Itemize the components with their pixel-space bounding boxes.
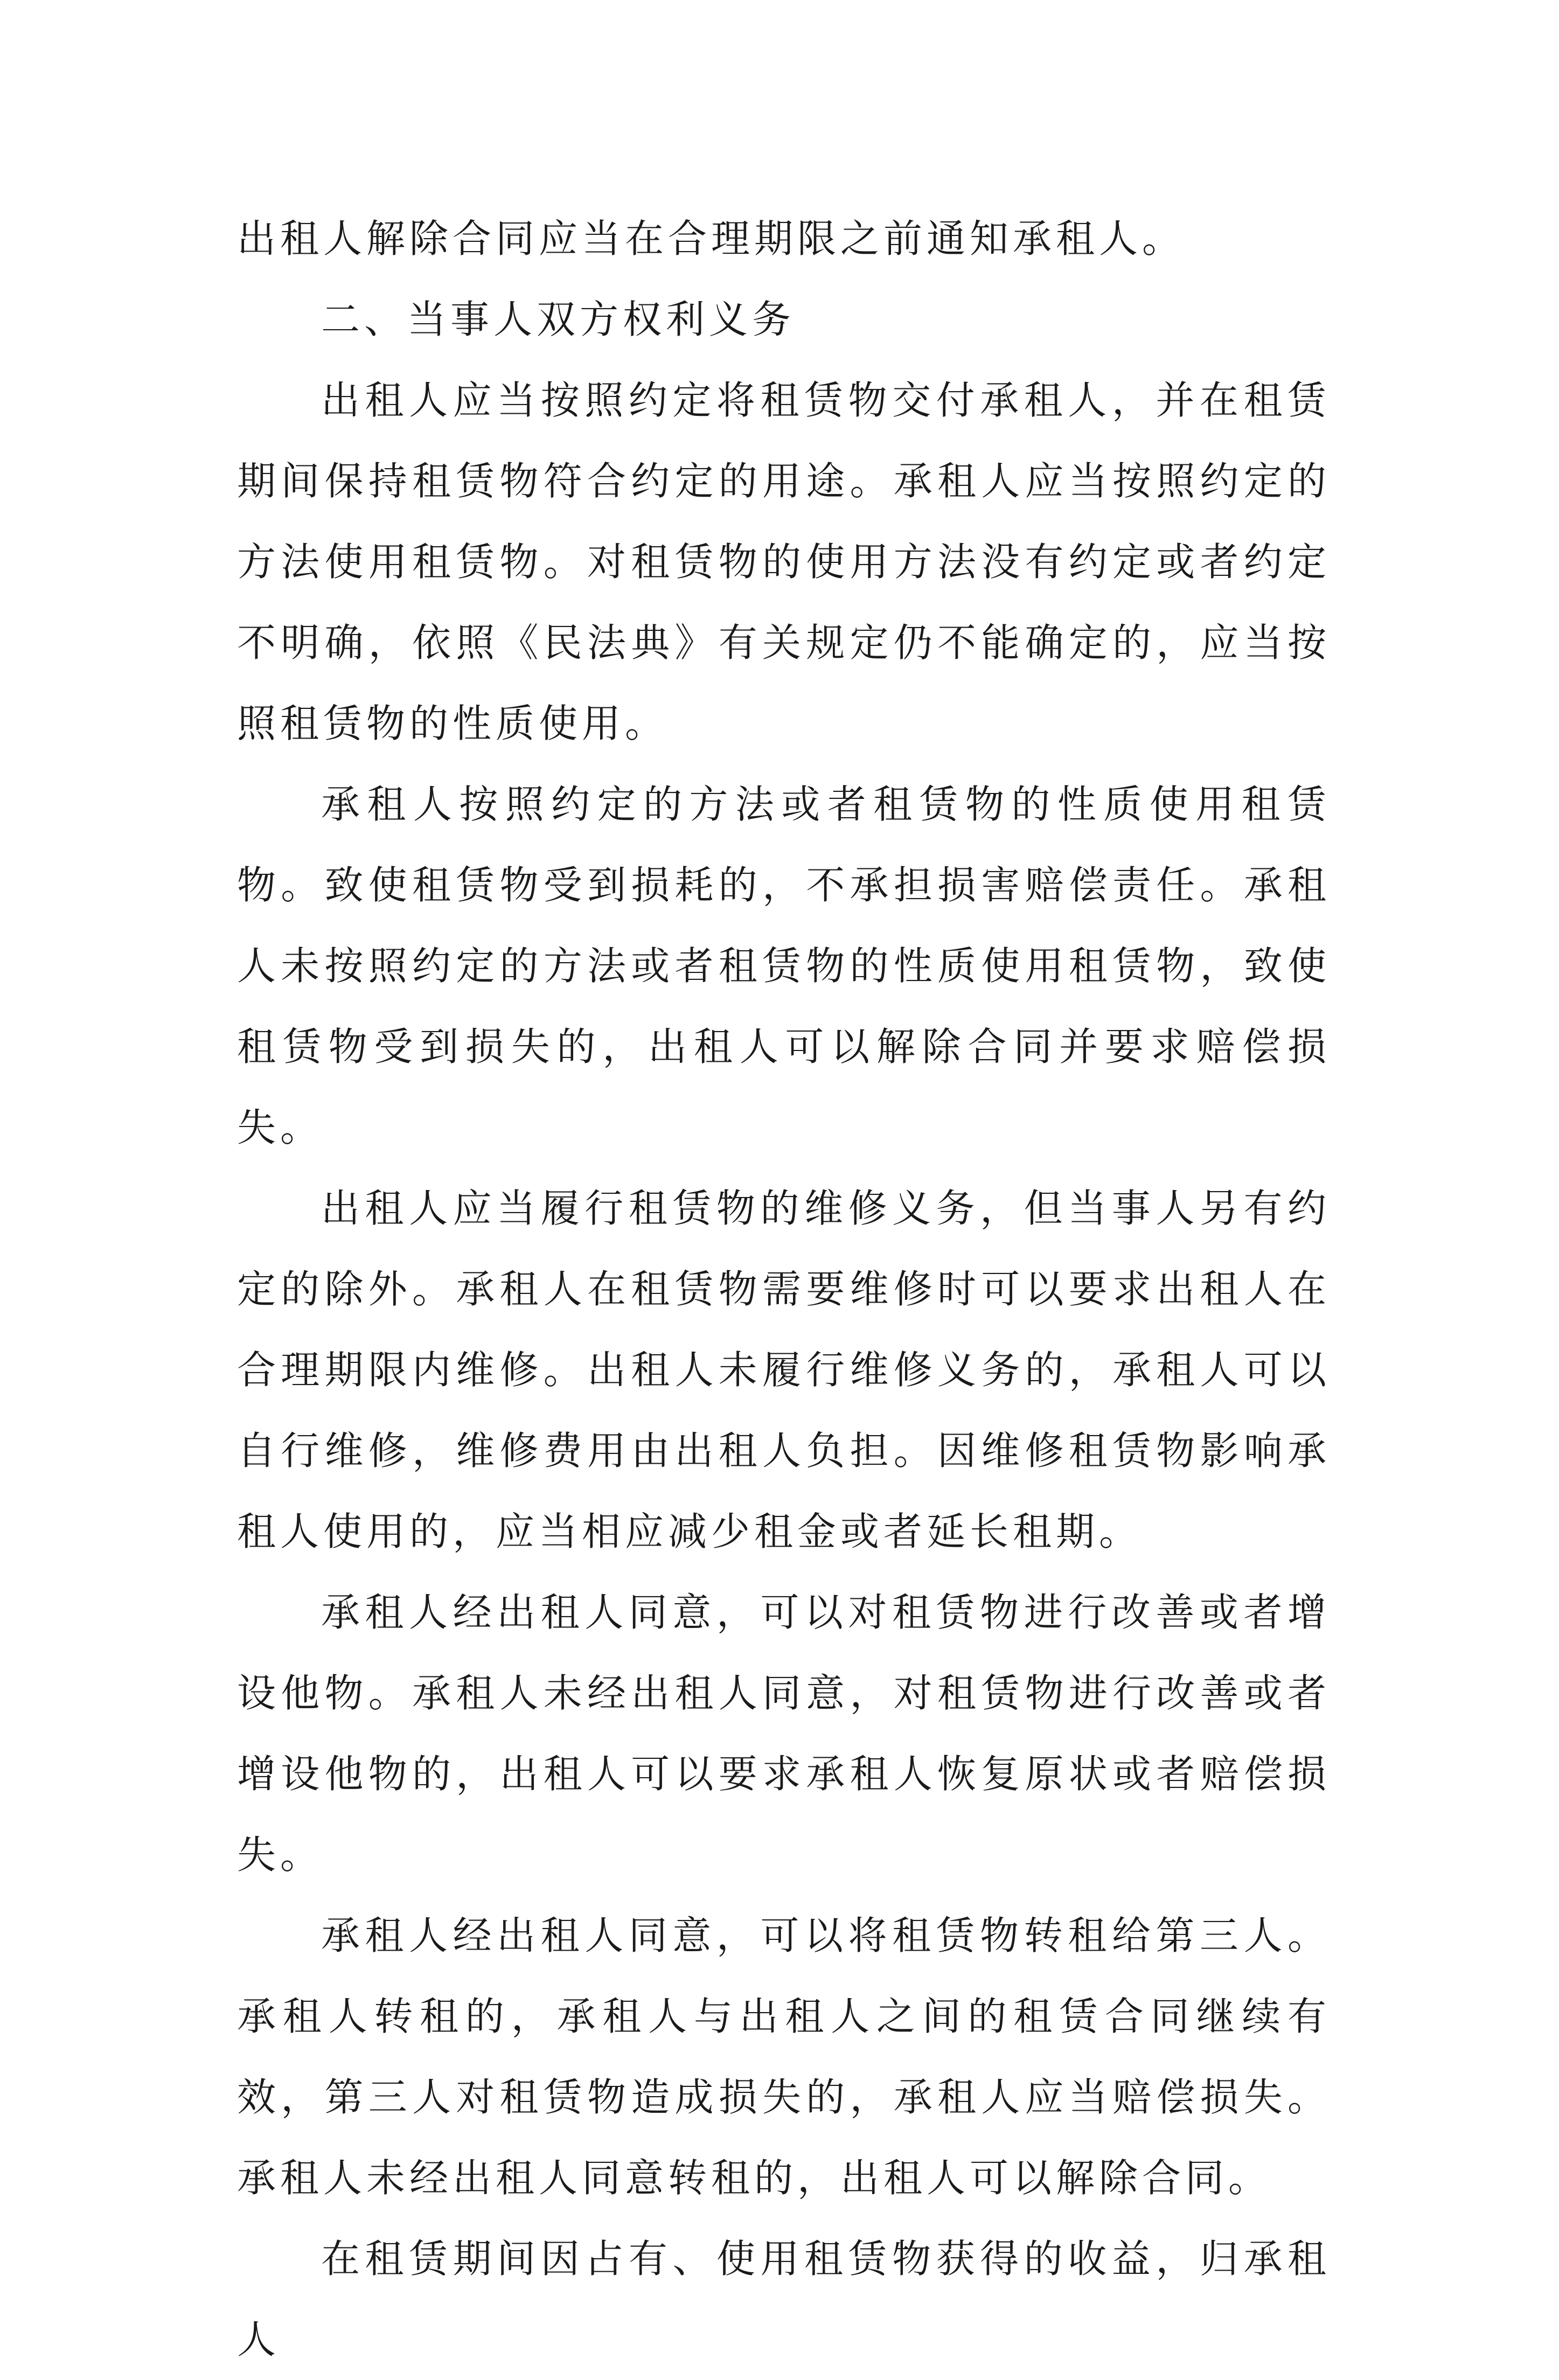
paragraph: 出租人应当按照约定将租赁物交付承租人，并在租赁期间保持租赁物符合约定的用途。承租人应当按照约定的方法使用租赁物。对租赁物的使用方法没有约定或者约定不明确，依照《民法典》有关规定仍不能确定的，应当按照租赁物的性质使用。 bbox=[237, 378, 1331, 746]
paragraph: 承租人经出租人同意，可以将租赁物转租给第三人。承租人转租的，承租人与出租人之间的租赁合同继续有效，第三人对租赁物造成损失的，承租人应当赔偿损失。承租人未经出租人同意转租的，出租人可以解除合同。 bbox=[237, 1913, 1331, 2201]
paragraph: 承租人按照约定的方法或者租赁物的性质使用租赁物。致使租赁物受到损耗的，不承担损害赔偿责任。承租人未按照约定的方法或者租赁物的性质使用租赁物，致使租赁物受到损失的，出租人可以解除合同并要求赔偿损失。 bbox=[237, 782, 1331, 1150]
paragraph: 出租人应当履行租赁物的维修义务，但当事人另有约定的除外。承租人在租赁物需要维修时可以要求出租人在合理期限内维修。出租人未履行维修义务的，承租人可以自行维修，维修费用由出租人负担。因维修租赁物影响承租人使用的，应当相应减少租金或者延长租期。 bbox=[237, 1186, 1331, 1554]
paragraph-continuation: 出租人解除合同应当在合理期限之前通知承租人。 bbox=[237, 216, 1186, 261]
section-heading: 二、当事人双方权利义务 bbox=[321, 297, 796, 342]
document-body bbox=[237, 198, 1331, 2380]
paragraph: 在租赁期间因占有、使用租赁物获得的收益，归承租人 bbox=[237, 2236, 1331, 2362]
paragraph: 承租人经出租人同意，可以对租赁物进行改善或者增设他物。承租人未经出租人同意，对租赁物进行改善或者增设他物的，出租人可以要求承租人恢复原状或者赔偿损失。 bbox=[237, 1590, 1331, 1877]
